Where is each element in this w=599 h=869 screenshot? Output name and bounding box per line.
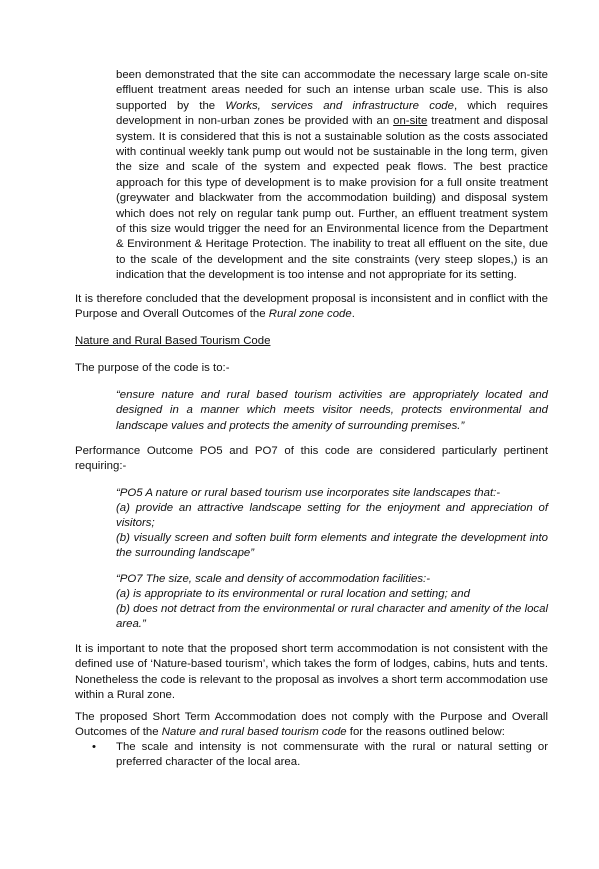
text-span: , which requires development in non-urban zones be provided with an — [116, 99, 548, 128]
effluent-paragraph — [116, 68, 548, 284]
bullet-icon: • — [92, 741, 96, 753]
po5-line1: “PO5 A nature or rural based tourism use incorporates site landscapes that:- — [116, 487, 501, 499]
final-paragraph — [75, 710, 548, 741]
performance-intro: Performance Outcome PO5 and PO7 of this code are considered particularly pertinent requiring:- — [75, 445, 548, 473]
text-span: been demonstrated that the site can accommodate the necessary large scale on-site effluent treatment areas needed for such an intense urban scale use. This is also supported by the — [116, 69, 548, 112]
bullet-item: The scale and intensity is not commensurate with the rural or natural setting or preferred character of the local area. — [116, 741, 548, 769]
on-site-term: on-site — [393, 115, 428, 128]
po7-item-a: (a) is appropriate to its environmental or rural location and setting; and — [116, 588, 470, 600]
nature-code-name: Nature and rural based tourism code — [161, 726, 347, 739]
text-span: . — [351, 308, 355, 321]
rural-zone-code-name: Rural zone code — [268, 308, 352, 321]
purpose-intro: The purpose of the code is to:- — [75, 362, 230, 374]
text-span: It is therefore concluded that the development proposal is inconsistent and in conflict with the Purpose and Overall Outcomes of the — [75, 293, 548, 321]
works-code-name: Works, services and infrastructure code — [225, 99, 454, 112]
text-span: treatment and disposal system. It is considered that this is not a sustainable solution as the costs associated with continual weekly tank pump out would not be sustainable in the long term, given the size and scale of the system and expected peak flows. The best practice approach for this type of development is to make provision for a full onsite treatment (greywater and blackwater from the accommodation building) and disposal system which does not rely on regular tank pump out. Further, an effluent treatment system of this size would trigger the need for an Environmental licence from the Department & Environment & Heritage Protection. The inability to treat all effluent on the site, due to the scale of the development and the site constraints (very steep slopes,) is an indication that the development is too intense and not appropriate for its setting. — [116, 115, 548, 282]
po7-item-b: (b) does not detract from the environmental or rural character and amenity of the local area.” — [116, 603, 548, 631]
po5-item-a: (a) provide an attractive landscape setting for the enjoyment and appreciation of visitors; — [116, 502, 548, 530]
purpose-quote: “ensure nature and rural based tourism activities are appropriately located and designed in a manner which meets visitor needs, protects environmental and landscape values and protects the amenity of surrounding premises.” — [116, 389, 548, 432]
section-heading: Nature and Rural Based Tourism Code — [75, 335, 271, 347]
nature-tourism-note: It is important to note that the proposed short term accommodation is not consistent with the defined use of ‘Nature-based tourism’, which takes the form of lodges, cabins, huts and tents. Nonetheless the code is relevant to the proposal as involves a short term accommodation use within a Rural zone. — [75, 643, 548, 702]
po7-line1: “PO7 The size, scale and density of accommodation facilities:- — [116, 573, 431, 585]
text-span: for the reasons outlined below: — [346, 726, 505, 739]
text-span: The proposed Short Term Accommodation does not comply with the Purpose and Overall Outcomes of the — [75, 711, 548, 739]
conclusion-paragraph — [75, 292, 548, 323]
po5-item-b: (b) visually screen and soften built form elements and integrate the development into the surrounding landscape” — [116, 532, 548, 560]
